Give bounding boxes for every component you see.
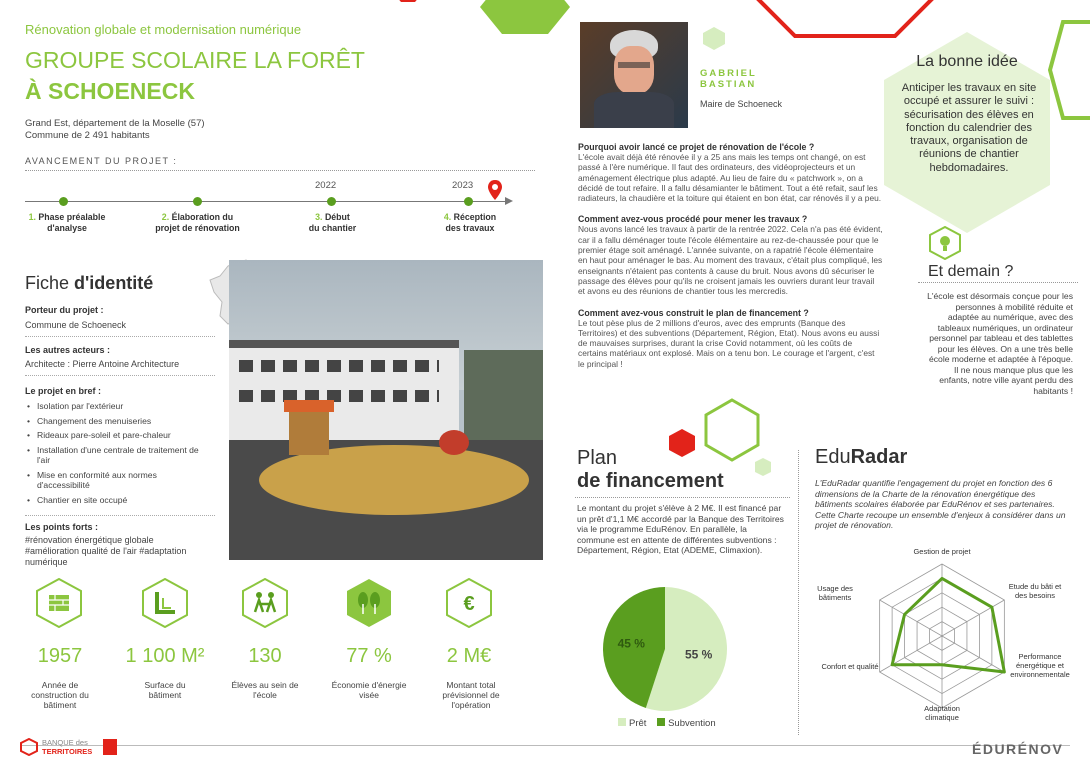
floor-plan-icon <box>141 578 189 628</box>
acteurs-label: Les autres acteurs : <box>25 345 111 355</box>
subtitle: Rénovation globale et modernisation numérique <box>25 22 302 37</box>
divider <box>25 375 215 376</box>
step-3-label: 3. Début du chantier <box>308 212 357 233</box>
step-dot-1 <box>59 197 68 206</box>
location-pin-icon <box>488 180 502 200</box>
porteur-value: Commune de Schoeneck <box>25 320 127 330</box>
stat-value: 130 <box>248 645 282 667</box>
answer: Le tout pèse plus de 2 millions d'euros, avec des emprunts (Banque des Territoires) et des subventions (Département, Région, Etat). Nous avons eu aussi de mauvaises surprises, durant la crise Covid notamment, où les coûts de certains matériaux ont explosé. Mais on a tenu bon. Le courage et l'argent, c'est le principal ! <box>578 317 880 369</box>
radar-axis-label: Confort et qualité <box>821 662 879 671</box>
mayor-role: Maire de Schoeneck <box>700 99 783 109</box>
acteurs-value: Architecte : Pierre Antoine Architecture <box>25 359 180 369</box>
divider <box>25 515 215 516</box>
divider-vertical <box>798 450 799 735</box>
bonne-idee-text: Anticiper les travaux en site occupé et assurer le suivi : sécurisation des élèves en fonction du calendrier des travaux, organisation de réunions de chantier hebdomadaires. <box>901 82 1037 174</box>
step-1-label: 1. Phase préalable d'analyse <box>28 212 106 233</box>
radar-axis <box>880 636 942 672</box>
mayor-name: GABRIEL BASTIAN <box>700 68 757 90</box>
stat-value: 2 M€ <box>446 645 492 667</box>
interview-qa <box>578 142 883 369</box>
answer: L'école avait déjà été rénovée il y a 25 ans mais les temps ont changé, on est passé à l'ère numérique. Il faut des ordinateurs, des vidéoprojecteurs et un aménagement électrique plus adapté. Au lieu de faire du « patchwork », on a décidé de tout refaire. Il a fallu désamianter le bâtiment. Tout a été refait, sauf les radiateurs, la chaudière et la toiture qui étaient en bon état, car rénovés il y a peu. <box>578 152 882 204</box>
stat-label: Économie d'énergie visée <box>331 680 407 700</box>
step-dot-4 <box>464 197 473 206</box>
demain-text: L'école est désormais conçue pour les personnes à mobilité réduite et adaptée au numérique, avec des tableaux numériques, un ordinateur personnel par tableau et des tablettes pour les élèves. On a une très belle école moderne et adaptée à l'époque. Il ne nous manque plus que les enfants, notre ville ayant perdu des habitants ! <box>927 291 1073 396</box>
step-dot-3 <box>327 197 336 206</box>
banque-logo: BANQUE des TERRITOIRES <box>42 738 93 756</box>
pie-legend <box>618 718 716 729</box>
porteur-label: Porteur du projet : <box>25 305 104 315</box>
republique-logo <box>103 739 117 755</box>
population: Commune de 2 491 habitants <box>25 130 150 141</box>
question: Pourquoi avoir lancé ce projet de rénovation de l'école ? <box>578 142 815 152</box>
list-item: • Changement des menuiseries <box>25 416 205 427</box>
list-item: • Installation d'une centrale de traitement de l'air <box>25 445 205 466</box>
bref-label: Le projet en bref : <box>25 386 102 396</box>
legend-swatch-subvention <box>657 718 665 726</box>
location: Grand Est, département de la Moselle (57) <box>25 118 205 129</box>
stat-label: Surface du bâtiment <box>144 680 186 700</box>
svg-text:€: € <box>463 593 475 615</box>
list-item: • Isolation par l'extérieur <box>25 401 205 412</box>
divider <box>25 336 215 337</box>
step-4-label: 4. Réception des travaux <box>443 212 497 233</box>
radar-axis-label: Performance énergétique et environnementale <box>1010 652 1070 679</box>
trees-icon <box>345 578 393 628</box>
question: Comment avez-vous construit le plan de financement ? <box>578 307 809 318</box>
financement-title-bold: de financement <box>577 470 724 492</box>
question: Comment avez-vous procédé pour mener les travaux ? <box>578 214 808 225</box>
decorative-hexagon-red <box>395 0 421 4</box>
stat-value: 77 % <box>346 645 392 667</box>
stat-value: 1957 <box>37 645 83 667</box>
divider <box>918 282 1078 283</box>
financement-title: Plan <box>577 447 618 469</box>
euro-icon <box>445 578 493 628</box>
eduradar-chart <box>810 543 1075 725</box>
forts-label: Les points forts : <box>25 522 99 532</box>
step-dot-2 <box>193 197 202 206</box>
legend-swatch-pret <box>618 718 626 726</box>
legend-subvention: Subvention <box>668 718 716 729</box>
bonne-idee-title: La bonne idée <box>916 53 1018 70</box>
decorative-hexagon <box>480 0 570 35</box>
stat-label: Année de construction du bâtiment <box>31 680 89 710</box>
timeline-arrow <box>505 197 513 205</box>
step-2-label: 2. Élaboration du projet de rénovation <box>155 212 240 233</box>
decorative-hexagon <box>702 26 726 50</box>
brick-wall-icon <box>35 578 83 628</box>
forts-value: #rénovation énergétique globale #amélioration qualité de l'air #adaptation numérique <box>25 535 187 567</box>
list-item: • Chantier en site occupé <box>25 495 205 506</box>
timeline-line <box>25 201 505 202</box>
page-title: GROUPE SCOLAIRE LA FORÊT <box>25 47 365 73</box>
list-item: • Mise en conformité aux normes d'accessibilité <box>25 470 205 491</box>
divider <box>575 497 790 498</box>
decorative-hexagon-outline-2 <box>1048 20 1090 120</box>
children-icon <box>241 578 289 628</box>
demain-title: Et demain ? <box>928 263 1014 280</box>
mayor-photo <box>580 22 688 128</box>
edurenov-logo: ÉDURÉNOV <box>972 741 1064 757</box>
banque-logo-icon <box>20 738 38 756</box>
answer: Nous avons lancé les travaux à partir de la rentrée 2022. Cela n'a pas été évident, car il a fallu déménager toute l'école élémentaire au rez-de-chaussée pour que le premier étage soit aménagé. L'année suivante, on a rapatrié l'école élémentaire en haut pour aménager le bas. Au moment des travaux, c'était plus compliqué, les enseignants n'étaient pas contents à cause du bruit. Nous avons dû sécuriser le passage des élèves pour qu'ils ne croisent jamais les ouvriers durant leur travail et avons eu des réunions de chantier tous les mercredis. <box>578 224 883 297</box>
radar-axis <box>880 600 942 636</box>
lightbulb-icon <box>928 226 962 260</box>
pie-data-label: 55 % <box>685 647 713 662</box>
footer-divider <box>20 745 1070 746</box>
radar-axis-label: Gestion de projet <box>913 547 971 556</box>
financement-text: Le montant du projet s'élève à 2 M€. Il est financé par un prêt d'1,1 M€ accordé par la Banque des Territoires via le programme EduRénov. En parallèle, la commune est en attente de différentes subventions : Département, Région, Etat (ADEME, Climaxion). <box>577 503 784 555</box>
pie-data-label: 45 % <box>617 636 645 651</box>
bref-list <box>25 401 205 509</box>
radar-axis-label: Etude du bâti et des besoins <box>1008 582 1062 600</box>
decorative-hexagon-outline <box>704 398 760 462</box>
radar-axis-label: Adaptation climatique <box>924 704 960 722</box>
page-title-line2: À SCHOENECK <box>25 78 195 104</box>
identity-title: Fiche d'identité <box>25 273 154 293</box>
school-photo <box>229 260 543 560</box>
progress-heading: AVANCEMENT DU PROJET : <box>25 156 178 166</box>
eduradar-title: EduRadar <box>815 446 908 468</box>
decorative-hexagon-red <box>668 428 696 458</box>
financing-pie-chart <box>600 582 730 717</box>
list-item: • Rideaux pare-soleil et pare-chaleur <box>25 430 205 441</box>
stat-label: Élèves au sein de l'école <box>231 680 299 700</box>
radar-axis-label: Usage des bâtiments <box>817 584 853 602</box>
stat-value: 1 100 M² <box>125 645 205 667</box>
eduradar-text: L'EduRadar quantifie l'engagement du projet en fonction des 6 dimensions de la Charte de la rénovation énergétique des bâtiments scolaires élaborée par EduRénov et ses partenaires. Cette Charte recoupe un ensemble d'enjeux à considérer dans un projet de rénovation. <box>815 478 1066 530</box>
divider <box>25 170 535 171</box>
stat-label: Montant total prévisionnel de l'opération <box>442 680 500 710</box>
decorative-hexagon <box>754 457 772 477</box>
legend-pret: Prêt <box>629 718 647 729</box>
year-2023: 2023 <box>452 180 474 191</box>
year-2022: 2022 <box>315 180 337 191</box>
